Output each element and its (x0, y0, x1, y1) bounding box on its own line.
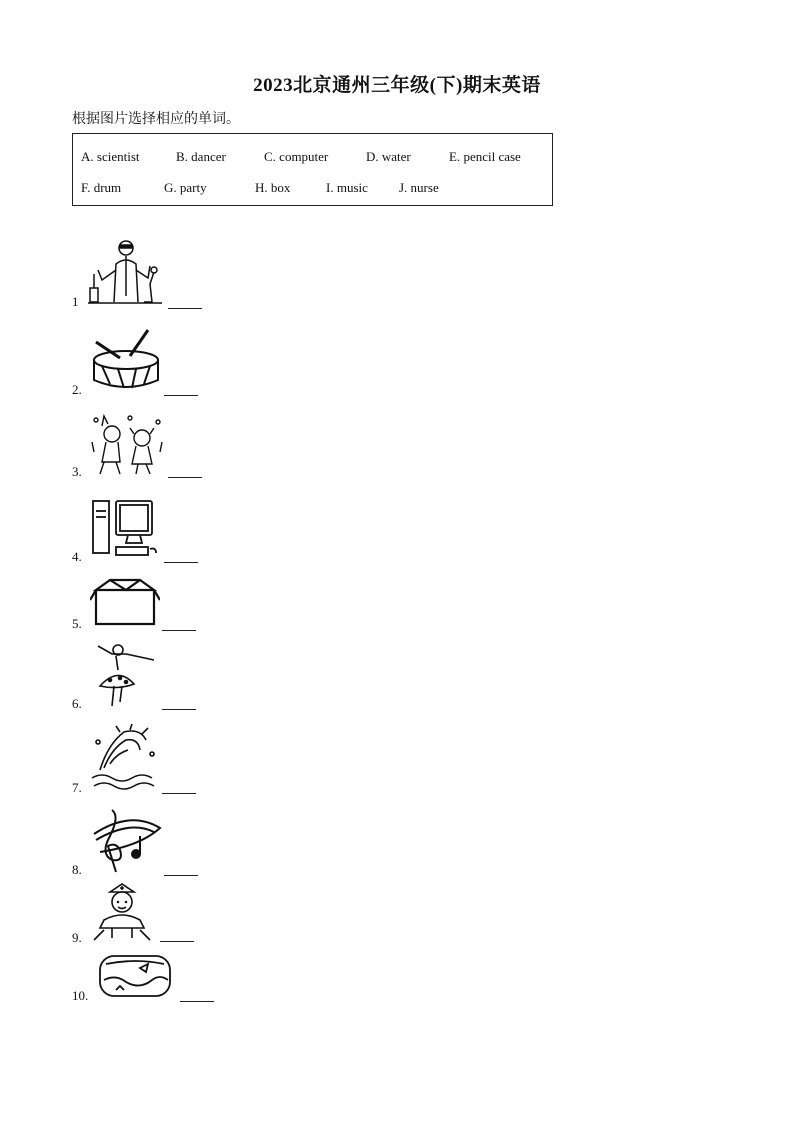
instruction-text: 根据图片选择相应的单词。 (72, 112, 240, 127)
question-number: 5. (72, 616, 82, 631)
music-icon (90, 806, 162, 874)
question-number: 2. (72, 382, 82, 397)
answer-blank[interactable] (180, 1001, 214, 1002)
page-title: 2023北京通州三年级(下)期末英语 (253, 75, 541, 96)
question-number: 3. (72, 464, 82, 479)
answer-blank[interactable] (160, 941, 194, 942)
drum-icon (90, 328, 162, 394)
answer-blank[interactable] (168, 308, 202, 309)
question-number: 9. (72, 930, 82, 945)
word-bank-box (72, 133, 553, 206)
question-number: 6. (72, 696, 82, 711)
answer-blank[interactable] (162, 709, 196, 710)
word-option: J. nurse (399, 180, 439, 195)
answer-blank[interactable] (162, 793, 196, 794)
answer-blank[interactable] (164, 395, 198, 396)
answer-blank[interactable] (164, 875, 198, 876)
word-option: I. music (326, 180, 368, 195)
answer-blank[interactable] (162, 630, 196, 631)
answer-blank[interactable] (168, 477, 202, 478)
question-number: 4. (72, 549, 82, 564)
nurse-icon (90, 882, 156, 942)
word-option: E. pencil case (449, 149, 521, 164)
box-icon (90, 576, 160, 628)
scientist-icon (88, 236, 162, 308)
word-option: H. box (255, 180, 291, 195)
water-icon (90, 724, 160, 792)
word-option: A. scientist (81, 149, 140, 164)
question-number: 1 (72, 294, 79, 309)
word-option: D. water (366, 149, 411, 164)
dancer-icon (90, 640, 160, 708)
word-option: B. dancer (176, 149, 226, 164)
word-option: C. computer (264, 149, 329, 164)
pencil-case-icon (96, 950, 174, 1002)
answer-blank[interactable] (164, 562, 198, 563)
question-number: 7. (72, 780, 82, 795)
question-number: 8. (72, 862, 82, 877)
question-number: 10. (72, 988, 89, 1003)
word-option: F. drum (81, 180, 122, 195)
word-option: G. party (164, 180, 207, 195)
party-icon (90, 412, 164, 476)
computer-icon (90, 497, 162, 561)
